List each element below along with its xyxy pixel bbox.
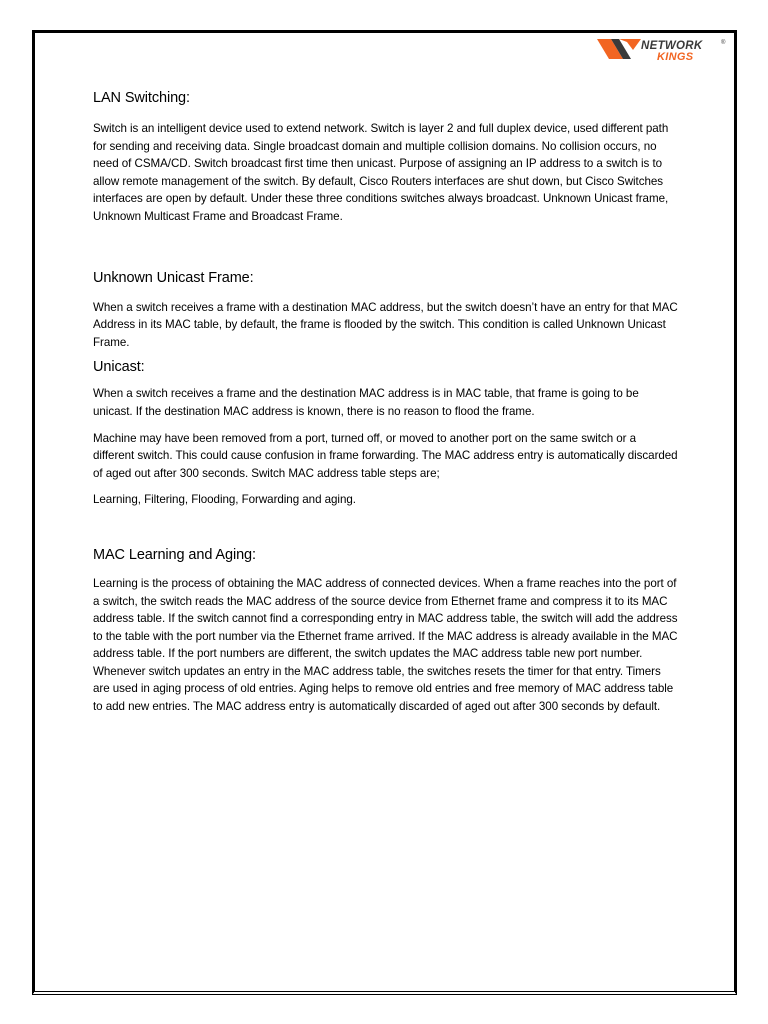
heading-lan-switching: LAN Switching:	[93, 90, 190, 106]
logo-text-kings: KINGS	[657, 51, 694, 63]
logo-registered-mark: ®	[721, 40, 726, 46]
network-kings-logo	[597, 37, 727, 63]
logo-text-network: NETWORK	[641, 40, 703, 52]
paragraph-mac-learning-aging: Learning is the process of obtaining the MAC address of connected devices. When a frame reaches into the port of a switch, the switch reads the MAC address of the source device from Ethernet frame and compress it to its MAC address table. If the switch cannot find a corresponding entry in MAC address table, the switch will add the address to the table with the port number via the Ethernet frame arrived. If the MAC address is already available in the MAC address table. If the port numbers are different, the switch updates the MAC address table new port number. Whenever switch updates an entry in the MAC address table, the switches resets the timer for that entry. Timers are used in aging process of old entries. Aging helps to remove old entries and free memory of MAC address table to add new entries. The MAC address entry is automatically discarded of aged out after 300 seconds by default.	[93, 576, 678, 714]
paragraph-lan-switching: Switch is an intelligent device used to extend network. Switch is layer 2 and full duplex device, used different path for sending and receiving data. Single broadcast domain and multiple collision domains. No collision occurs, no need of CSMA/CD. Switch broadcast first time then unicast. Purpose of assigning an IP address to a switch is to allow remote management of the switch. By default, Cisco Routers interfaces are shut down, but Cisco Switches interfaces are open by default. Under these three conditions switches always broadcast. Unknown Unicast frame, Unknown Multicast Frame and Broadcast Frame.	[93, 122, 669, 223]
heading-unknown-unicast-frame: Unknown Unicast Frame:	[93, 269, 254, 286]
document-content	[93, 88, 678, 716]
paragraph-unknown-unicast-frame: When a switch receives a frame with a destination MAC address, but the switch doesn’t have an entry for that MAC Address in its MAC table, by default, the frame is flooded by the switch. This condition is called Unknown Unicast Frame.	[93, 300, 678, 349]
paragraph-unicast-1: When a switch receives a frame and the destination MAC address is in MAC table, that frame is going to be unicast. If the destination MAC address is known, there is no reason to flood the frame.	[93, 387, 639, 418]
heading-unicast: Unicast:	[93, 359, 145, 376]
paragraph-unicast-2: Machine may have been removed from a port, turned off, or moved to another port on the same switch or a different switch. This could cause confusion in frame forwarding. The MAC address entry is automatically discarded of aged out after 300 seconds. Switch MAC address table steps are;	[93, 431, 678, 480]
heading-mac-learning-aging: MAC Learning and Aging:	[93, 546, 256, 563]
paragraph-unicast-3: Learning, Filtering, Flooding, Forwarding and aging.	[93, 493, 356, 507]
